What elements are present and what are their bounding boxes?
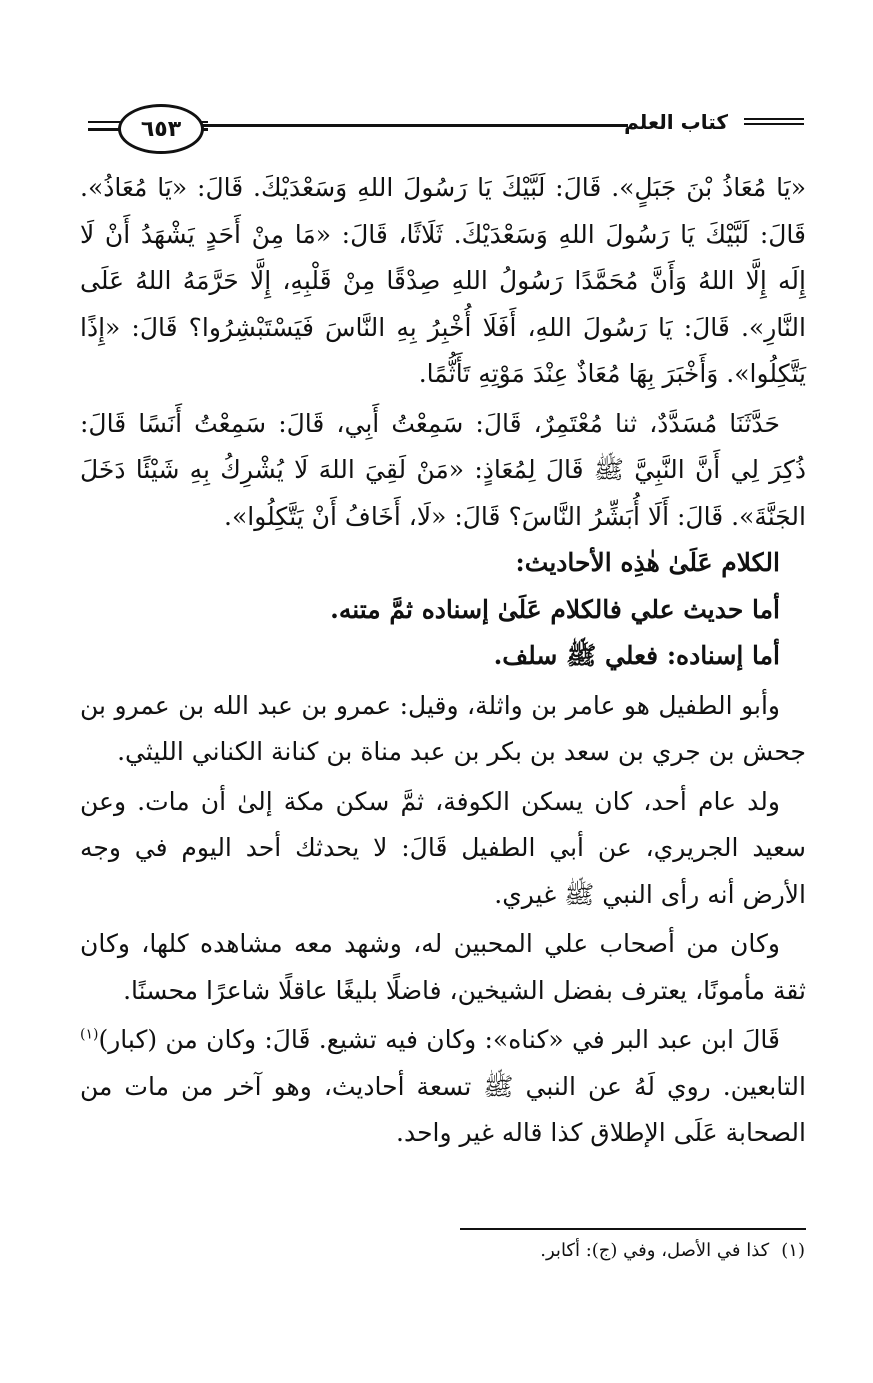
- footnote-text: كذا في الأصل، وفي (ج): أكابر.: [540, 1240, 770, 1261]
- paragraph-abu-tufayl-birth: ولد عام أحد، كان يسكن الكوفة، ثمَّ سكن مكة إلىٰ أن مات. وعن سعيد الجريري، عن أبي الطفيل قَالَ: لا يحدثك أحد اليوم في وجه الأرض أنه رأى النبي ﷺ غيري.: [80, 786, 806, 909]
- header-right-rule: [744, 118, 804, 128]
- page-number: ٦٥٣: [118, 104, 204, 154]
- footnote-separator: [460, 1228, 806, 1230]
- paragraph-ibn-abd-al-barr: [80, 1017, 806, 1157]
- heading-ali-hadith: أما حديث علي فالكلام عَلَىٰ إسناده ثمَّ متنه.: [330, 594, 780, 624]
- paragraph-ibn-abd-al-barr-start: قَالَ ابن عبد البر في «كناه»: وكان فيه تشيع. قَالَ: وكان من (كبار): [98, 1025, 780, 1054]
- paragraph-hadith-anas: حَدَّثَنَا مُسَدَّدٌ، ثنا مُعْتَمِرٌ، قَالَ: سَمِعْتُ أَبِي، قَالَ: سَمِعْتُ أَنَسًا قَالَ: ذُكِرَ لِي أَنَّ النَّبِيَّ ﷺ قَالَ لِمُعَاذٍ: «مَنْ لَقِيَ اللهَ لَا يُشْرِكُ بِهِ شَيْئًا دَخَلَ الجَنَّةَ». قَالَ: أَلَا أُبَشِّرُ النَّاسَ؟ قَالَ: «لَا، أَخَافُ أَنْ يَتَّكِلُوا».: [80, 408, 806, 531]
- footnote-1: [540, 1240, 805, 1261]
- paragraph-abu-tufayl-name: وأبو الطفيل هو عامر بن واثلة، وقيل: عمرو بن عبد الله بن عمرو بن جحش بن جري بن سعد بن بكر بن عبد مناة بن كنانة الكناني الليثي.: [80, 690, 806, 766]
- body-text: [80, 165, 806, 1157]
- heading-isnad: أما إسناده: فعلي ﷺ سلف.: [493, 641, 780, 670]
- footnote-ref-1[interactable]: (١): [80, 1026, 99, 1043]
- running-title: كتاب العلم: [624, 110, 728, 134]
- running-header: [82, 100, 804, 156]
- header-middle-rule: [198, 124, 628, 127]
- heading-discussion: الكلام عَلَىٰ هٰذِه الأحاديث:: [515, 548, 780, 577]
- paragraph-ibn-abd-al-barr-end: التابعين. روي لَهُ عن النبي ﷺ تسعة أحاديث، وهو آخر من مات من الصحابة عَلَى الإطلاق كذا قاله غير واحد.: [80, 1071, 806, 1147]
- paragraph-abu-tufayl-companion: وكان من أصحاب علي المحبين له، وشهد معه مشاهده كلها، وكان ثقة مأمونًا، يعترف بفضل الشيخين، فاضلًا بليغًا عاقلًا شاعرًا محسنًا.: [80, 929, 806, 1005]
- footnote-number: (١): [781, 1240, 805, 1261]
- paragraph-hadith-muadh: «يَا مُعَاذُ بْنَ جَبَلٍ». قَالَ: لَبَّيْكَ يَا رَسُولَ اللهِ وَسَعْدَيْكَ. قَالَ: «يَا مُعَاذُ». قَالَ: لَبَّيْكَ يَا رَسُولَ اللهِ وَسَعْدَيْكَ. ثَلَاثًا، قَالَ: «مَا مِنْ أَحَدٍ يَشْهَدُ أَنْ لَا إِلَه إِلَّا اللهُ وَأَنَّ مُحَمَّدًا رَسُولُ اللهِ صِدْقًا مِنْ قَلْبِهِ، إِلَّا حَرَّمَهُ اللهُ عَلَى النَّارِ». قَالَ: يَا رَسُولَ اللهِ، أَفَلَا أُخْبِرُ بِهِ النَّاسَ فَيَسْتَبْشِرُوا؟ قَالَ: «إِذًا يَتَّكِلُوا». وَأَخْبَرَ بِهَا مُعَاذٌ عِنْدَ مَوْتِهِ تَأَثُّمًا.: [80, 173, 807, 388]
